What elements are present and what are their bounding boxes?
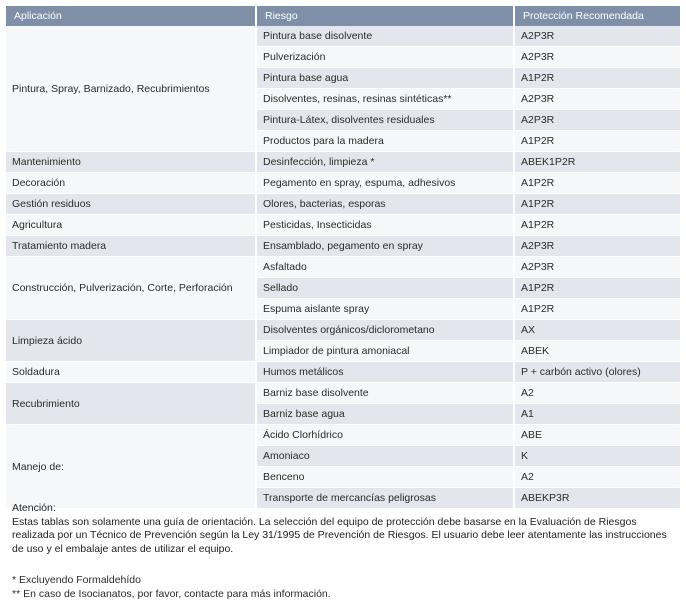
attention-notes — [12, 502, 676, 556]
protection-cell: A1P2R — [514, 194, 680, 215]
table-body — [6, 26, 680, 509]
application-cell: Limpieza ácido — [6, 320, 256, 362]
risk-cell: Limpiador de pintura amoniacal — [256, 341, 514, 362]
protection-cell: ABEK1P2R — [514, 152, 680, 173]
protection-cell: ABEK — [514, 341, 680, 362]
risk-cell: Ensamblado, pegamento en spray — [256, 236, 514, 257]
protection-cell: A1 — [514, 404, 680, 425]
application-cell: Pintura, Spray, Barnizado, Recubrimientos — [6, 26, 256, 152]
footnote-1: * Excluyendo Formaldehído — [12, 574, 141, 586]
application-cell: Construcción, Pulverización, Corte, Perforación — [6, 257, 256, 320]
protection-cell: ABE — [514, 425, 680, 446]
table-row — [6, 152, 680, 173]
protection-cell: A1P2R — [514, 173, 680, 194]
risk-cell: Pesticidas, Insecticidas — [256, 215, 514, 236]
risk-cell: Pegamento en spray, espuma, adhesivos — [256, 173, 514, 194]
risk-cell: Barniz base agua — [256, 404, 514, 425]
protection-cell: A1P2R — [514, 278, 680, 299]
risk-cell: Sellado — [256, 278, 514, 299]
application-cell: Agricultura — [6, 215, 256, 236]
protection-cell: A1P2R — [514, 68, 680, 89]
risk-cell: Benceno — [256, 467, 514, 488]
table-row — [6, 383, 680, 404]
footnote-2: ** En caso de Isocianatos, por favor, contacte para más información. — [12, 587, 331, 600]
risk-cell: Espuma aislante spray — [256, 299, 514, 320]
protection-cell: AX — [514, 320, 680, 341]
risk-cell: Desinfección, limpieza * — [256, 152, 514, 173]
risk-cell: Humos metálicos — [256, 362, 514, 383]
table-row — [6, 194, 680, 215]
risk-cell: Pintura base disolvente — [256, 26, 514, 47]
application-cell: Mantenimiento — [6, 152, 256, 173]
risk-cell: Productos para la madera — [256, 131, 514, 152]
protection-cell: A1P2R — [514, 131, 680, 152]
protection-cell: A2P3R — [514, 257, 680, 278]
protection-cell: A2P3R — [514, 236, 680, 257]
protection-cell: ABEKP3R — [514, 488, 680, 509]
protection-cell: A1P2R — [514, 215, 680, 236]
table-row — [6, 173, 680, 194]
risk-cell: Amoniaco — [256, 446, 514, 467]
risk-cell: Olores, bacterias, esporas — [256, 194, 514, 215]
table-row — [6, 362, 680, 383]
application-cell: Tratamiento madera — [6, 236, 256, 257]
header-proteccion: Protección Recomendada — [514, 6, 680, 26]
footnotes — [12, 574, 331, 601]
header-riesgo: Riesgo — [256, 6, 514, 26]
protection-cell: A2P3R — [514, 110, 680, 131]
protection-cell: A2P3R — [514, 26, 680, 47]
protection-cell: A2P3R — [514, 89, 680, 110]
protection-cell: A2 — [514, 467, 680, 488]
risk-cell: Barniz base disolvente — [256, 383, 514, 404]
application-cell: Recubrimiento — [6, 383, 256, 425]
table-header-row — [6, 6, 680, 26]
table-row — [6, 26, 680, 47]
application-cell: Manejo de: — [6, 425, 256, 509]
risk-cell: Disolventes, resinas, resinas sintéticas** — [256, 89, 514, 110]
application-cell: Soldadura — [6, 362, 256, 383]
protection-cell: A2 — [514, 383, 680, 404]
header-aplicacion: Aplicación — [6, 6, 256, 26]
notes-body: Estas tablas son solamente una guía de orientación. La selección del equipo de protección debe basarse en la Evaluación de Riesgos realizada por un Técnico de Prevención según la Ley 31/1995 de Prevención de Riesgos. El usuario debe leer atentamente las instrucciones de uso y el embalaje antes de utilizar el equipo. — [12, 515, 667, 555]
protection-cell: A1P2R — [514, 299, 680, 320]
table-row — [6, 425, 680, 446]
risk-cell: Disolventes orgánicos/diclorometano — [256, 320, 514, 341]
risk-cell: Ácido Clorhídrico — [256, 425, 514, 446]
risk-cell: Pulverización — [256, 47, 514, 68]
table-row — [6, 257, 680, 278]
notes-heading: Atención: — [12, 502, 56, 514]
table-row — [6, 236, 680, 257]
risk-cell: Transporte de mercancías peligrosas — [256, 488, 514, 509]
application-cell: Gestión residuos — [6, 194, 256, 215]
application-cell: Decoración — [6, 173, 256, 194]
protection-cell: A2P3R — [514, 47, 680, 68]
protection-cell: P + carbón activo (olores) — [514, 362, 680, 383]
risk-cell: Pintura base agua — [256, 68, 514, 89]
table-row — [6, 215, 680, 236]
protection-table — [6, 6, 680, 509]
table-row — [6, 320, 680, 341]
risk-cell: Asfaltado — [256, 257, 514, 278]
risk-cell: Pintura-Látex, disolventes residuales — [256, 110, 514, 131]
protection-cell: K — [514, 446, 680, 467]
